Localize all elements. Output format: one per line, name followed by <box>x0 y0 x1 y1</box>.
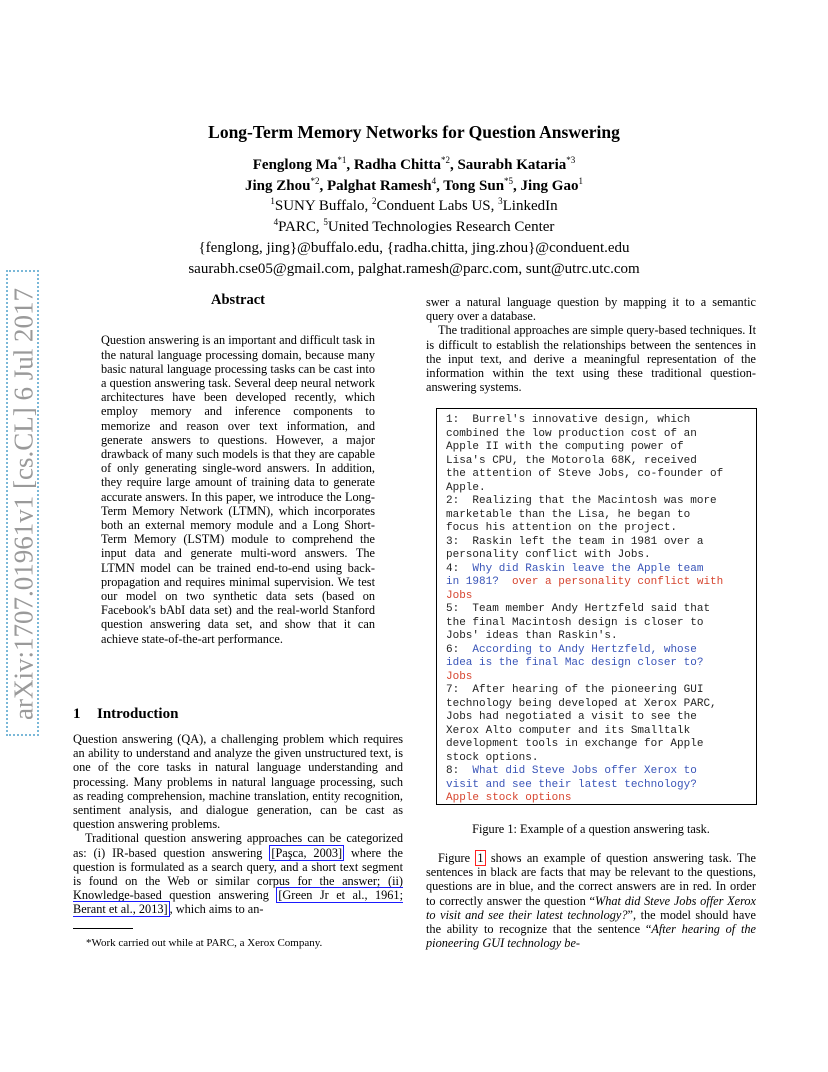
author-name: Fenglong Ma <box>252 157 338 173</box>
answer-text: Jobs <box>446 589 473 602</box>
question-text: visit and see their latest technology? <box>446 778 697 791</box>
intro-paragraph-2: Traditional question answering approaches can be categorized as: (i) IR-based question answering [Paşca, 2003] where the question is formulated as a search query, and a short text segment is found on the Web or similar corpus for the answer; (ii) Knowledge-based question answering [Green Jr et al., 1961; Berant et al., 2013] , which aims to an- <box>73 831 403 917</box>
figure-line: 1: Burrel's innovative design, which <box>446 414 691 426</box>
figure-line <box>446 576 754 590</box>
author-name: Tong Sun <box>443 178 505 194</box>
affiliation-line-2: $^4$PARC, $^5$United Technologies Research Center <box>273 217 555 235</box>
section-heading: 1 Introduction <box>73 706 179 722</box>
question-text: According to Andy Hertzfeld, whose <box>472 643 697 656</box>
figure-text <box>446 414 754 806</box>
affiliation-line-1: $^1$SUNY Buffalo, $^2$Conduent Labs US, $^3$LinkedIn <box>270 196 558 214</box>
answer-text: Jobs <box>446 670 473 683</box>
figure-line: the attention of Steve Jobs, co-founder of <box>446 468 724 480</box>
figure-line: Lisa's CPU, the Motorola 68K, received <box>446 454 697 467</box>
figure-line <box>446 779 754 793</box>
answer-text: over a personality conflict with <box>498 576 724 588</box>
author-line-2: Jing Zhou$^{*2}$, Palghat Ramesh$^4$, Tong Sun$^{*5}$, Jing Gao$^1$ <box>245 176 583 194</box>
abstract-heading: Abstract <box>211 292 265 308</box>
figure-line: stock options. <box>446 751 539 764</box>
figure-line: 4: Why did Raskin leave the Apple team <box>446 562 704 575</box>
figure-line: 6: According to Andy Hertzfeld, whose <box>446 643 697 656</box>
figure-line: 3: Raskin left the team in 1981 over a <box>446 535 704 548</box>
author-emails-1: {fenglong, jing}@buffalo.edu, {radha.chitta, jing.zhou}@conduent.edu <box>198 240 630 256</box>
figure-line: the final Macintosh design is closer to <box>446 616 704 629</box>
footnote-rule <box>73 928 133 929</box>
figure-line: 2: Realizing that the Macintosh was more <box>446 495 717 507</box>
question-text: Why did Raskin leave the Apple team <box>472 562 704 575</box>
question-text: in 1981? <box>446 576 499 588</box>
citation-link[interactable]: [Green Jr et al., 1961; Berant et al., 2013] <box>73 888 403 917</box>
figure-line: 7: After hearing of the pioneering GUI <box>446 684 704 696</box>
right-column-top <box>426 295 756 394</box>
figure-line: focus his attention on the project. <box>446 522 678 534</box>
intro-body <box>73 732 403 917</box>
figure-line: combined the low production cost of an <box>446 427 697 440</box>
figure-line <box>446 590 754 604</box>
question-text: What did Steve Jobs offer Xerox to <box>472 765 697 777</box>
figure-line: technology being developed at Xerox PARC, <box>446 697 717 710</box>
figure-line: Xerox Alto computer and its Smalltalk <box>446 724 691 737</box>
figure-line: Jobs' ideas than Raskin's. <box>446 630 618 642</box>
author-name: Jing Zhou <box>245 178 311 194</box>
author-name: Palghat Ramesh <box>326 178 432 194</box>
arxiv-stamp[interactable] <box>4 270 44 738</box>
arxiv-stamp-text: arXiv:1707.01961v1 [cs.CL] 6 Jul 2017 <box>8 288 39 720</box>
figure-line: personality conflict with Jobs. <box>446 549 651 561</box>
figure-line <box>446 671 754 685</box>
figure-line: 8: What did Steve Jobs offer Xerox to <box>446 765 697 777</box>
author-name: Saurabh Kataria <box>457 157 567 173</box>
author-line-1: Fenglong Ma$^{*1}$, Radha Chitta$^{*2}$, Saurabh Kataria$^{*3}$ <box>252 155 576 173</box>
abstract-text: Question answering is an important and difficult task in the natural language processing domain, because many basic natural language processing tasks can be cast into a question answering task. Several deep neural network architectures have been developed recently, which employ memory and inference components to memorize and reason over text information, and generate answers to questions. However, a major drawback of many such models is that they are capable of only generating single-word answers. In addition, they require large amount of training data to generate accurate answers. In this paper, we introduce the Long-Term Memory Network (LTMN), which incorporates both an external memory module and a Long Short-Term Memory (LSTM) module to comprehend the input data and generate multi-word answers. The LTMN model can be trained end-to-end using back-propagation and requires minimal supervision. We test our model on two synthetic data sets (based on Facebook's bAbI data set) and the real-world Stanford question answering data set, and show that it can achieve state-of-the-art performance. <box>101 333 375 646</box>
paper-title: Long-Term Memory Networks for Question Answering <box>208 122 620 142</box>
figure-reference-link[interactable]: 1 <box>477 851 484 865</box>
figure-caption: Figure 1: Example of a question answering task. <box>472 822 710 836</box>
intro-paragraph-1: Question answering (QA), a challenging problem which requires an ability to understand and analyze the given unstructured text, is one of the core tasks in natural language understanding and processing. Many problems in natural language processing, such as reading comprehension, machine translation, entity recognition, sentiment analysis, and dialogue generation, can be cast as question answering problems. <box>73 732 403 832</box>
right-column-bottom <box>426 851 756 950</box>
figure-line: marketable than the Lisa, he began to <box>446 508 691 521</box>
figure-line: Jobs had negotiated a visit to see the <box>446 711 697 723</box>
footnote: *Work carried out while at PARC, a Xerox Company. <box>86 937 323 949</box>
paragraph: Figure 1 shows an example of question answering task. The sentences in black are facts that may be relevant to the questions, questions are in blue, and the correct answers are in red. In order to correctly answer the question “What did Steve Jobs offer Xerox to visit and see their latest technology?”, the model should have the ability to recognize that the sentence “After hearing of the pioneering GUI technology be- <box>426 851 757 951</box>
figure-line: Apple. <box>446 481 486 494</box>
paragraph: The traditional approaches are simple query-based techniques. It is difficult to establish the relationships between the sentences in the input text, and derive a meaningful representation of the information within the text using these traditional question-answering systems. <box>426 323 756 395</box>
author-name: Jing Gao <box>520 178 579 194</box>
figure-line: development tools in exchange for Apple <box>446 738 704 750</box>
citation-link[interactable]: [Paşca, 2003] <box>271 845 343 860</box>
paragraph-continuation: swer a natural language question by mapping it to a semantic query over a database. <box>426 295 756 324</box>
figure-line: 5: Team member Andy Hertzfeld said that <box>446 603 711 615</box>
answer-text: Apple stock options <box>446 792 572 804</box>
author-name: Radha Chitta <box>353 157 441 173</box>
figure-box <box>436 408 757 805</box>
author-emails-2: saurabh.cse05@gmail.com, palghat.ramesh@parc.com, sunt@utrc.utc.com <box>188 261 640 277</box>
question-text: idea is the final Mac design closer to? <box>446 657 704 669</box>
figure-line <box>446 792 754 806</box>
figure-line <box>446 657 754 671</box>
figure-line: Apple II with the computing power of <box>446 441 684 453</box>
